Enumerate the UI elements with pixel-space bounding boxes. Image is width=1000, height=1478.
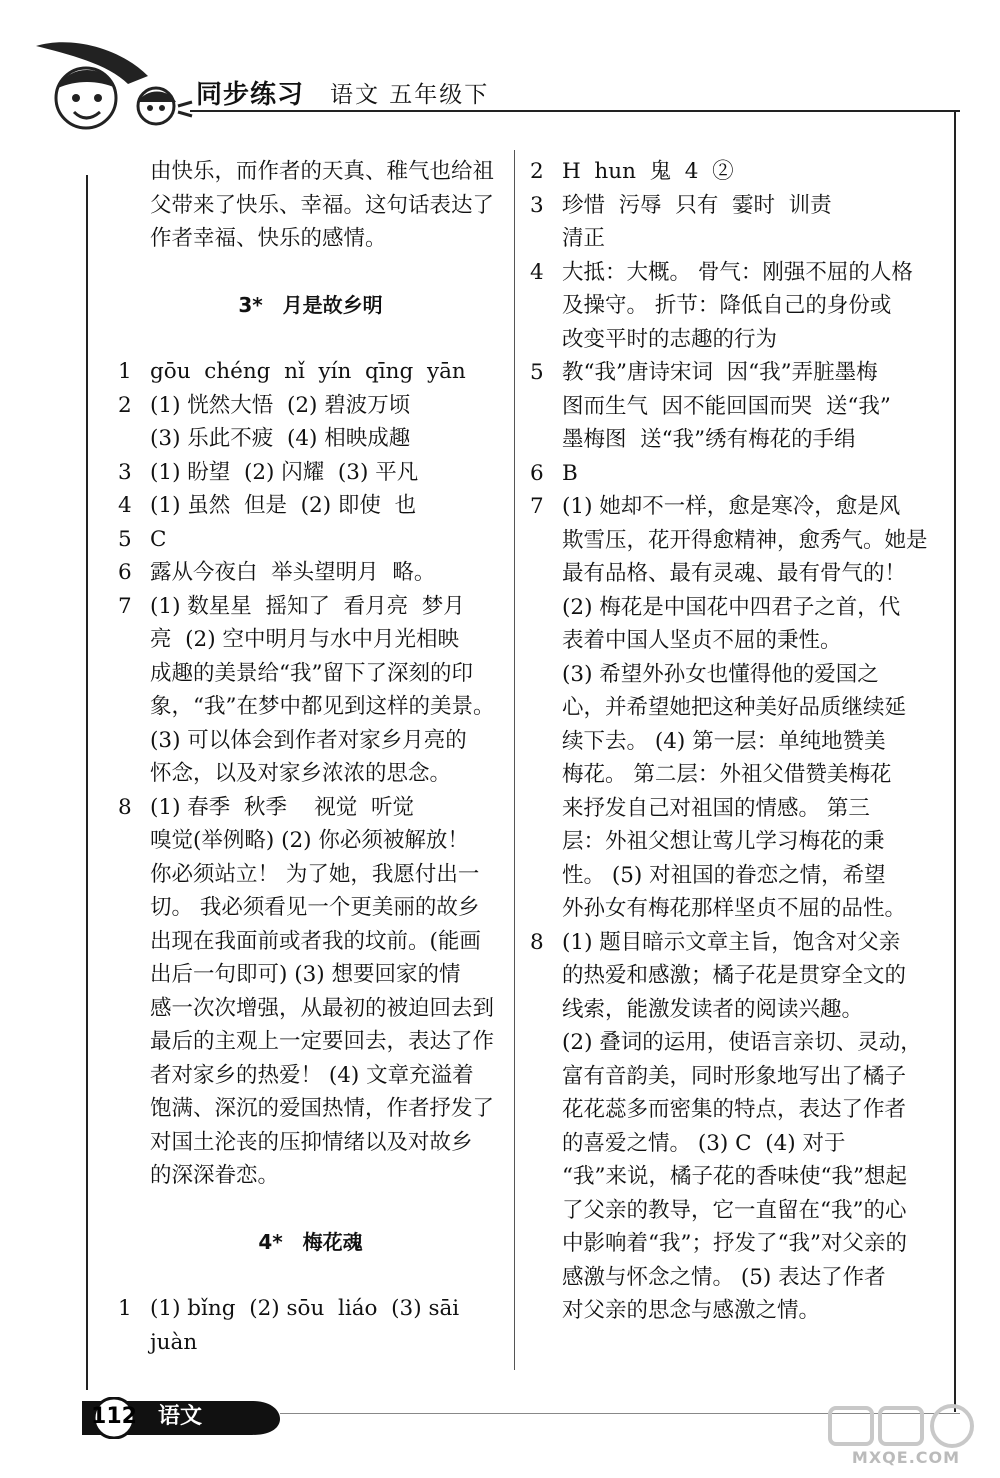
watermark-text: MXQE.COM bbox=[851, 1448, 961, 1467]
answer-text: (1) 虽然 但是 (2) 即使 也 bbox=[150, 493, 417, 518]
answer-text: 象，“我”在梦中都见到这样的美景。 bbox=[150, 694, 495, 719]
answer-line bbox=[530, 222, 930, 256]
section-heading: 3* 月是故乡明 bbox=[238, 292, 383, 317]
answer-line bbox=[530, 1194, 930, 1228]
answer-line bbox=[118, 657, 503, 691]
question-number: 3 bbox=[530, 192, 544, 218]
answer-text: H hun 鬼 4 ② bbox=[562, 159, 734, 184]
answer-line bbox=[118, 623, 503, 657]
answer-text: B bbox=[562, 460, 578, 486]
answer-text: 成趣的美景给“我”留下了深刻的印 bbox=[150, 660, 473, 686]
answer-text: (1) bǐng (2) sōu liáo (3) sāi bbox=[150, 1296, 460, 1321]
answer-line bbox=[118, 556, 503, 590]
answer-line bbox=[118, 1326, 503, 1360]
answer-text: 切。 我必须看见一个更美丽的故乡 bbox=[150, 895, 480, 920]
answer-text: (1) 数星星 摇知了 看月亮 梦月 bbox=[150, 593, 465, 619]
question-number: 6 bbox=[118, 560, 132, 585]
answer-line bbox=[530, 691, 930, 725]
answer-text: 了父亲的教导，它一直留在“我”的心 bbox=[562, 1197, 907, 1223]
answer-text: 教“我”唐诗宋词 因“我”弄脏墨梅 bbox=[562, 360, 878, 385]
answer-line bbox=[118, 925, 503, 959]
answer-text: juàn bbox=[150, 1329, 198, 1355]
question-number: 4 bbox=[530, 259, 544, 285]
question-number: 7 bbox=[118, 593, 132, 619]
answer-text: 亮 (2) 空中明月与水中月光相映 bbox=[150, 627, 459, 652]
answer-line bbox=[530, 390, 930, 424]
answer-text: 墨梅图 送“我”绣有梅花的手绢 bbox=[562, 427, 856, 452]
answer-line bbox=[118, 824, 503, 858]
answer-line bbox=[530, 993, 930, 1027]
section-gap bbox=[118, 256, 503, 289]
answer-line bbox=[530, 457, 930, 491]
column-divider bbox=[514, 150, 515, 1370]
answer-line bbox=[118, 422, 503, 456]
answer-line bbox=[118, 355, 503, 389]
question-number: 7 bbox=[530, 494, 544, 519]
answer-line bbox=[530, 758, 930, 792]
answer-text: (1) 盼望 (2) 闪耀 (3) 平凡 bbox=[150, 459, 419, 485]
answer-text: C bbox=[150, 526, 167, 552]
answer-text: 出现在我面前或者我的坟前。(能画 bbox=[150, 928, 481, 954]
answer-line bbox=[530, 892, 930, 926]
answer-line bbox=[118, 891, 503, 925]
question-number: 8 bbox=[530, 929, 544, 955]
answer-line bbox=[118, 858, 503, 892]
answer-text: (3) 乐此不疲 (4) 相映成趣 bbox=[150, 426, 411, 451]
answer-line bbox=[530, 825, 930, 859]
answer-line bbox=[530, 256, 930, 290]
answer-line bbox=[118, 1292, 503, 1326]
answer-line bbox=[530, 1294, 930, 1328]
answer-text: 来抒发自己对祖国的情感。 第三 bbox=[562, 795, 870, 821]
answer-text: 外孙女有梅花那样坚贞不屈的品性。 bbox=[562, 896, 907, 921]
question-number: 1 bbox=[118, 359, 132, 384]
answer-line bbox=[118, 590, 503, 624]
answer-text: 你必须站立！ 为了她，我愿付出一 bbox=[150, 861, 480, 887]
answer-line bbox=[530, 591, 930, 625]
answer-line bbox=[118, 690, 503, 724]
answer-line bbox=[118, 1059, 503, 1093]
answer-line bbox=[118, 155, 503, 189]
answer-text: 表着中国人坚贞不屈的秉性。 bbox=[562, 628, 842, 653]
answer-line bbox=[530, 1026, 930, 1060]
answer-text: (2) 叠词的运用，使语言亲切、灵动， bbox=[562, 1030, 922, 1055]
answer-text: (2) 梅花是中国花中四君子之首，代 bbox=[562, 594, 901, 620]
answer-line bbox=[530, 289, 930, 323]
question-number: 4 bbox=[118, 493, 132, 518]
answer-text: 续下去。 (4) 第一层：单纯地赞美 bbox=[562, 728, 886, 754]
section-gap bbox=[118, 1259, 503, 1292]
answer-line bbox=[118, 489, 503, 523]
answer-line bbox=[118, 189, 503, 223]
page-right-border bbox=[954, 112, 956, 1412]
right-answer-column bbox=[530, 155, 930, 1328]
answer-line bbox=[530, 1093, 930, 1127]
answer-text: 改变平时的志趣的行为 bbox=[562, 326, 778, 352]
answer-text: 富有音韵美，同时形象地写出了橘子 bbox=[562, 1063, 907, 1089]
answer-line bbox=[530, 490, 930, 524]
question-number: 5 bbox=[530, 360, 544, 385]
question-number: 1 bbox=[118, 1296, 132, 1321]
answer-text: 饱满、深沉的爱国热情，作者抒发了 bbox=[150, 1096, 495, 1121]
answer-text: 感激与怀念之情。 (5) 表达了作者 bbox=[562, 1264, 886, 1290]
section-gap bbox=[118, 322, 503, 355]
section-heading: 4* 梅花魂 bbox=[258, 1229, 363, 1254]
answer-text: 中影响着“我”；抒发了“我”对父亲的 bbox=[562, 1231, 907, 1256]
question-number: 3 bbox=[118, 459, 132, 485]
answer-line bbox=[118, 757, 503, 791]
answer-text: (1) 她却不一样，愈是寒冷，愈是风 bbox=[562, 494, 901, 519]
answer-line bbox=[530, 624, 930, 658]
question-number: 2 bbox=[530, 159, 544, 184]
answer-text: 的喜爱之情。 (3) C (4) 对于 bbox=[562, 1130, 846, 1156]
answer-text: 对国土沦丧的压抑情绪以及对故乡 bbox=[150, 1129, 473, 1155]
answer-line bbox=[530, 1127, 930, 1161]
answer-text: 最有品格、最有灵魂、最有骨气的！ bbox=[562, 561, 907, 586]
answer-line bbox=[118, 222, 503, 256]
answer-line bbox=[530, 1261, 930, 1295]
answer-text: 者对家乡的热爱！ (4) 文章充溢着 bbox=[150, 1062, 474, 1088]
answer-text: 出后一句即可) (3) 想要回家的情 bbox=[150, 962, 461, 987]
series-title: 同步练习 bbox=[196, 80, 305, 110]
answer-line bbox=[118, 1126, 503, 1160]
answer-line bbox=[530, 1060, 930, 1094]
footer-subject-label: 语文 bbox=[158, 1404, 203, 1429]
answer-text: 露从今夜白 举头望明月 略。 bbox=[150, 560, 436, 585]
question-number: 8 bbox=[118, 794, 132, 820]
answer-text: 清正 bbox=[562, 226, 606, 251]
question-number: 6 bbox=[530, 460, 544, 486]
answer-line bbox=[530, 792, 930, 826]
answer-line bbox=[118, 791, 503, 825]
answer-line bbox=[530, 959, 930, 993]
answer-line bbox=[530, 356, 930, 390]
subject-grade-label: 语文 五年级下 bbox=[330, 82, 490, 108]
answer-line bbox=[118, 1092, 503, 1126]
answer-line bbox=[118, 1159, 503, 1193]
answer-line bbox=[530, 926, 930, 960]
page-left-border bbox=[86, 175, 88, 1390]
answer-text: 图而生气 因不能回国而哭 送“我” bbox=[562, 393, 891, 419]
answer-text: 性。 (5) 对祖国的眷恋之情，希望 bbox=[562, 862, 886, 888]
answer-line bbox=[530, 658, 930, 692]
answer-text: 线索，能激发读者的阅读兴趣。 bbox=[562, 996, 864, 1022]
answer-text: 梅花。 第二层：外祖父借赞美梅花 bbox=[562, 762, 892, 787]
answer-text: gōu chéng nǐ yín qīng yān bbox=[150, 359, 466, 384]
answer-text: 感一次次增强，从最初的被迫回去到 bbox=[150, 995, 495, 1021]
answer-line bbox=[530, 725, 930, 759]
answer-line bbox=[530, 323, 930, 357]
answer-text: 作者幸福、快乐的感情。 bbox=[150, 226, 387, 251]
answer-line bbox=[530, 423, 930, 457]
answer-text: 珍惜 污辱 只有 霎时 训责 bbox=[562, 192, 832, 218]
answer-line bbox=[530, 524, 930, 558]
question-number: 5 bbox=[118, 526, 132, 552]
answer-text: 的热爱和感激；橘子花是贯穿全文的 bbox=[562, 963, 907, 988]
answer-text: (3) 希望外孙女也懂得他的爱国之 bbox=[562, 661, 879, 687]
answer-line bbox=[118, 389, 503, 423]
answer-line bbox=[530, 1227, 930, 1261]
answer-line bbox=[530, 189, 930, 223]
answer-text: 层：外祖父想让莺儿学习梅花的秉 bbox=[562, 829, 885, 854]
answer-text: 及操守。 折节：降低自己的身份或 bbox=[562, 293, 892, 318]
answer-line bbox=[118, 523, 503, 557]
answer-line bbox=[118, 992, 503, 1026]
answer-line bbox=[530, 155, 930, 189]
answer-text: 大抵：大概。 骨气：刚强不屈的人格 bbox=[562, 259, 913, 285]
answer-text: 的深深眷恋。 bbox=[150, 1163, 280, 1188]
answer-line bbox=[118, 1025, 503, 1059]
answer-text: 父带来了快乐、幸福。这句话表达了 bbox=[150, 192, 495, 218]
answer-text: 嗅觉(举例略) (2) 你必须被解放！ bbox=[150, 828, 469, 853]
answer-text: 最后的主观上一定要回去，表达了作 bbox=[150, 1029, 495, 1054]
answer-text: “我”来说，橘子花的香味使“我”想起 bbox=[562, 1164, 907, 1189]
answer-text: (1) 恍然大悟 (2) 碧波万顷 bbox=[150, 392, 411, 418]
answer-text: 怀念，以及对家乡浓浓的思念。 bbox=[150, 761, 452, 786]
header-rule bbox=[190, 110, 960, 112]
answer-line bbox=[118, 724, 503, 758]
answer-text: 花花蕊多而密集的特点，表达了作者 bbox=[562, 1097, 907, 1122]
question-number: 2 bbox=[118, 392, 132, 418]
answer-text: (3) 可以体会到作者对家乡月亮的 bbox=[150, 727, 467, 753]
page-number: 112 bbox=[91, 1404, 137, 1429]
answer-line bbox=[118, 958, 503, 992]
answer-line bbox=[530, 859, 930, 893]
answer-text: 对父亲的思念与感激之情。 bbox=[562, 1298, 821, 1323]
answer-text: 心，并希望她把这种美好品质继续延 bbox=[562, 695, 907, 720]
answer-text: (1) 题目暗示文章主旨，饱含对父亲 bbox=[562, 929, 901, 955]
answer-line bbox=[118, 456, 503, 490]
left-answer-column bbox=[118, 155, 503, 1359]
answer-line bbox=[530, 557, 930, 591]
answer-text: (1) 春季 秋季 视觉 听觉 bbox=[150, 794, 414, 820]
answer-line bbox=[530, 1160, 930, 1194]
section-gap bbox=[118, 1193, 503, 1226]
cartoon-mascot-icon bbox=[28, 36, 193, 141]
answer-text: 欺雪压，花开得愈精神，愈秀气。她是 bbox=[562, 527, 928, 553]
answer-text: 由快乐，而作者的天真、稚气也给祖 bbox=[150, 159, 495, 184]
